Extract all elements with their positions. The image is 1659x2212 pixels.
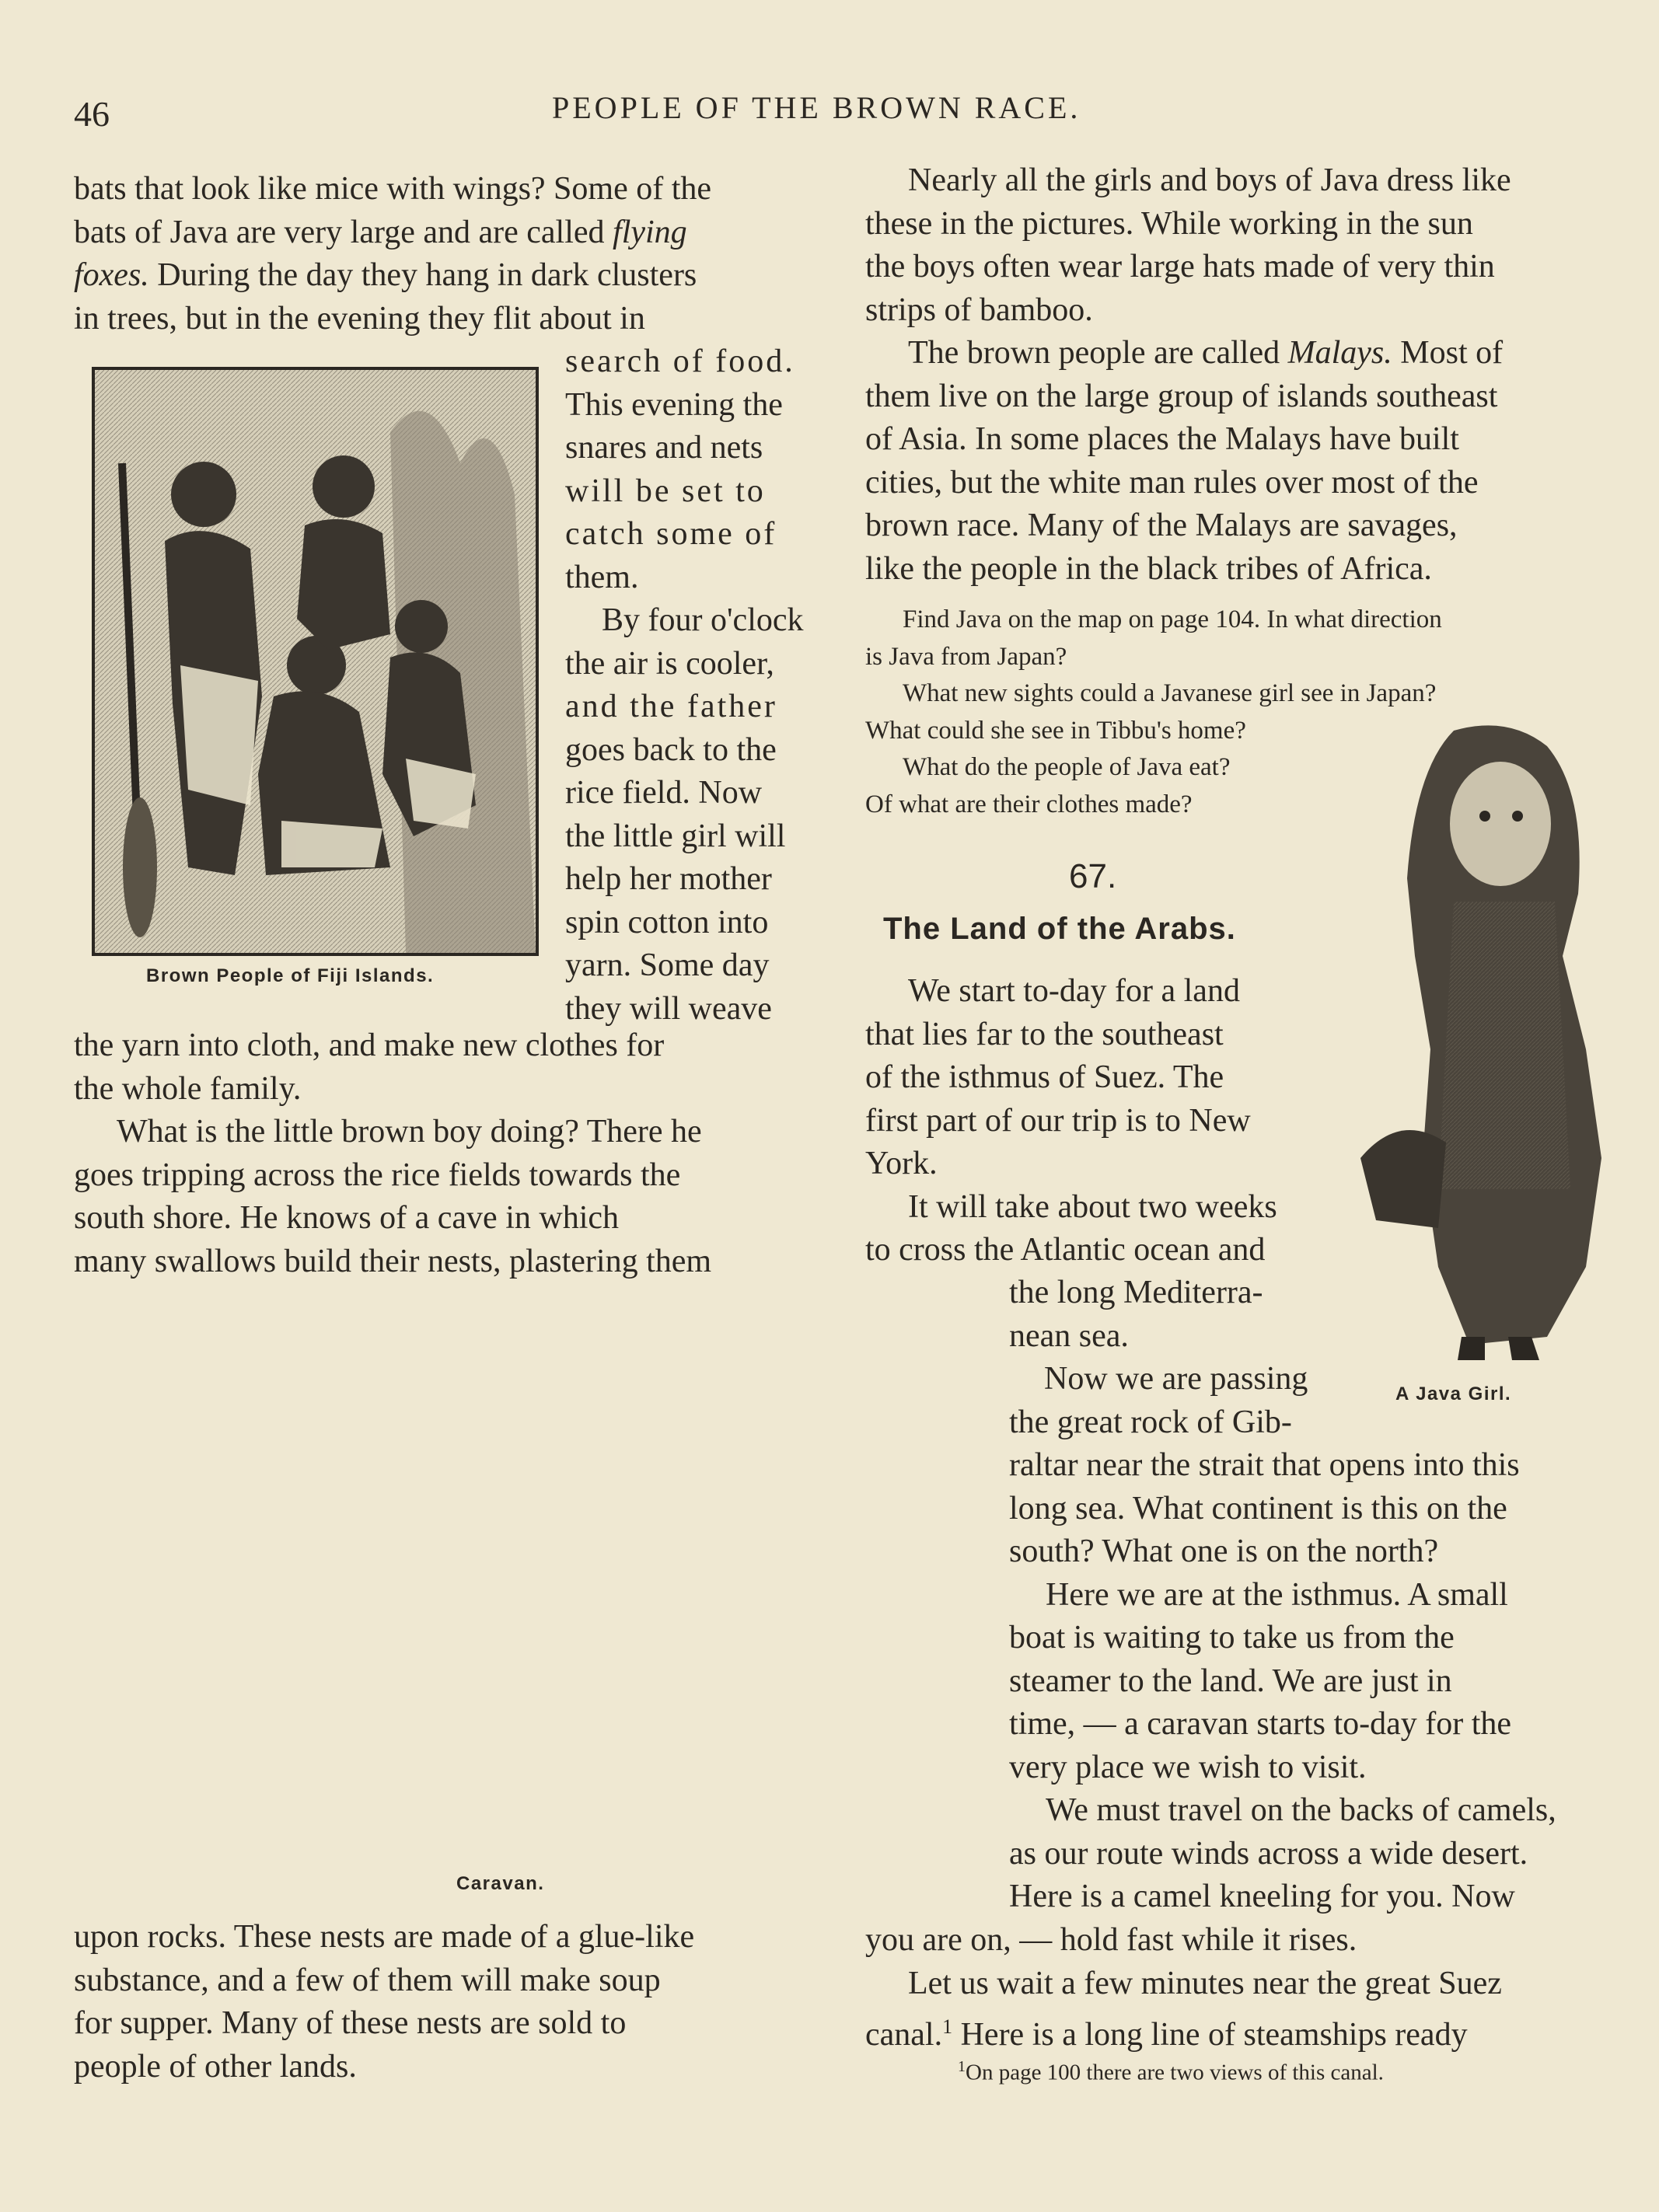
text-line: steamer to the land. We are just in	[1009, 1662, 1452, 1699]
text-line: spin cotton into	[565, 904, 769, 940]
text-line: the whole family.	[74, 1070, 302, 1107]
text-line: the yarn into cloth, and make new clothes for	[74, 1027, 665, 1063]
text-line: as our route winds across a wide desert.	[1009, 1835, 1528, 1872]
text-line: substance, and a few of them will make soup	[74, 1962, 661, 1998]
text-line: search of food.	[565, 344, 795, 379]
text-line: strips of bamboo.	[865, 291, 1093, 328]
fiji-engraving	[92, 367, 539, 956]
text-line: cities, but the white man rules over most of the	[865, 464, 1479, 501]
question-line: is Java from Japan?	[865, 642, 1067, 671]
footnote	[958, 2058, 1384, 2086]
text-line: long sea. What continent is this on the	[1009, 1490, 1507, 1526]
text-line: them live on the large group of islands southeast	[865, 378, 1498, 414]
text-line: many swallows build their nests, plastering them	[74, 1243, 712, 1279]
text-line: rice field. Now	[565, 775, 763, 811]
text-line: Here we are at the isthmus. A small	[1046, 1576, 1508, 1613]
text-line: south? What one is on the north?	[1009, 1533, 1439, 1569]
text-line: nean sea.	[1009, 1317, 1129, 1354]
caravan-illustration	[74, 1321, 983, 1865]
caravan-engraving	[74, 1321, 983, 1865]
section-number: 67.	[1069, 857, 1117, 895]
text-line: goes back to the	[565, 731, 777, 768]
text-line: will be set to	[565, 473, 766, 509]
java-girl-engraving	[1353, 723, 1629, 1368]
section-title: The Land of the Arabs.	[883, 912, 1236, 946]
text-line: raltar near the strait that opens into this	[1009, 1447, 1520, 1483]
italic-term: Malays.	[1287, 335, 1392, 371]
text-line: catch some of	[565, 516, 777, 552]
page-number: 46	[74, 94, 110, 134]
text-line: boat is waiting to take us from the	[1009, 1620, 1455, 1656]
text-line: the air is cooler,	[565, 645, 774, 682]
text-line: them.	[565, 559, 639, 595]
question-line: What do the people of Java eat?	[903, 753, 1231, 781]
text-line: the long Mediterra-	[1009, 1275, 1263, 1310]
text-line: the boys often wear large hats made of very thin	[865, 249, 1495, 284]
text-line: like the people in the black tribes of Africa.	[865, 550, 1432, 587]
text-line: and the father	[565, 689, 777, 724]
text-line: the little girl will	[565, 818, 786, 854]
text-line: goes tripping across the rice fields towards the	[74, 1157, 681, 1193]
text-line: they will weave	[565, 990, 772, 1027]
text-line: This evening the	[565, 386, 783, 423]
left-mid-paragraph	[74, 1024, 826, 1283]
text-line: you are on, — hold fast while it rises.	[865, 1922, 1357, 1958]
text-line: It will take about two weeks	[908, 1188, 1277, 1225]
text-line	[865, 332, 1623, 375]
question-line: Of what are their clothes made?	[865, 790, 1193, 818]
running-title: PEOPLE OF THE BROWN RACE.	[552, 90, 1081, 125]
text-line: Nearly all the girls and boys of Java dress like	[908, 162, 1511, 198]
text-line: very place we wish to visit.	[1009, 1749, 1367, 1785]
text-line	[74, 211, 826, 255]
text-line: yarn. Some day	[565, 947, 770, 983]
text-span: Here is a long line of steamships ready	[960, 2017, 1468, 2053]
text-line: help her mother	[565, 861, 772, 897]
text-span: The brown people are called	[908, 335, 1280, 371]
footnote-number: 1	[958, 2058, 966, 2075]
text-line: of the isthmus of Suez. The	[865, 1059, 1224, 1095]
text-line: What is the little brown boy doing? There he	[117, 1114, 702, 1150]
java-girl-caption: A Java Girl.	[1395, 1383, 1512, 1404]
italic-term: foxes.	[74, 257, 149, 293]
text-line: the great rock of Gib-	[1009, 1404, 1292, 1440]
right-top-paragraph	[865, 159, 1623, 591]
text-line: people of other lands.	[74, 2048, 357, 2085]
text-line: that lies far to the southeast	[865, 1016, 1224, 1052]
text-line: Now we are passing	[1044, 1361, 1308, 1397]
text-line: York.	[865, 1146, 938, 1181]
question-line: Find Java on the map on page 104. In what direction	[903, 605, 1442, 633]
text-line: brown race. Many of the Malays are savages,	[865, 508, 1458, 543]
text-line: By four o'clock	[602, 602, 804, 638]
text-line: to cross the Atlantic ocean and	[865, 1232, 1266, 1268]
text-span: During the day they hang in dark clusters	[157, 257, 697, 293]
text-line: time, — a caravan starts to-day for the	[1009, 1706, 1512, 1742]
arabs-full-paragraph	[865, 1919, 1623, 2057]
italic-term: flying	[613, 214, 687, 250]
text-line: bats that look like mice with wings? Some of the	[74, 171, 712, 207]
text-line: in trees, but in the evening they flit about in	[74, 300, 645, 337]
text-line: first part of our trip is to New	[865, 1102, 1251, 1139]
text-span: bats of Java are very large and are called	[74, 214, 605, 250]
text-line: for supper. Many of these nests are sold to	[74, 2005, 627, 2041]
question-line: What new sights could a Javanese girl see in Japan?	[903, 679, 1437, 707]
text-span: canal.	[865, 2017, 943, 2053]
text-line: upon rocks. These nests are made of a glue-like	[74, 1919, 695, 1955]
text-line: We start to-day for a land	[908, 973, 1240, 1009]
arabs-narrow-paragraph	[865, 970, 1330, 1272]
text-line: snares and nets	[565, 430, 763, 466]
arabs-wide-paragraph	[1009, 1444, 1623, 1919]
fiji-caption: Brown People of Fiji Islands.	[146, 965, 435, 986]
arabs-between-paragraph	[1009, 1272, 1330, 1444]
text-line: these in the pictures. While working in the sun	[865, 205, 1473, 242]
caravan-caption: Caravan.	[456, 1873, 545, 1894]
text-line: south shore. He knows of a cave in which	[74, 1200, 619, 1236]
left-bottom-paragraph	[74, 1916, 826, 2088]
fiji-illustration	[95, 370, 536, 953]
text-line: of Asia. In some places the Malays have built	[865, 421, 1459, 457]
question-line: What could she see in Tibbu's home?	[865, 716, 1246, 745]
text-line: Here is a camel kneeling for you. Now	[1009, 1879, 1515, 1914]
text-span: Most of	[1400, 335, 1504, 371]
footnote-marker: 1	[942, 2015, 953, 2038]
text-line	[865, 2005, 1623, 2057]
text-line: Let us wait a few minutes near the great Suez	[908, 1965, 1502, 2001]
text-line	[74, 254, 826, 298]
text-line: We must travel on the backs of camels,	[1046, 1792, 1556, 1828]
left-narrow-paragraph	[565, 340, 826, 1031]
java-girl-illustration	[1353, 723, 1629, 1368]
left-top-paragraph	[74, 168, 826, 340]
footnote-text: On page 100 there are two views of this canal.	[966, 2060, 1384, 2085]
